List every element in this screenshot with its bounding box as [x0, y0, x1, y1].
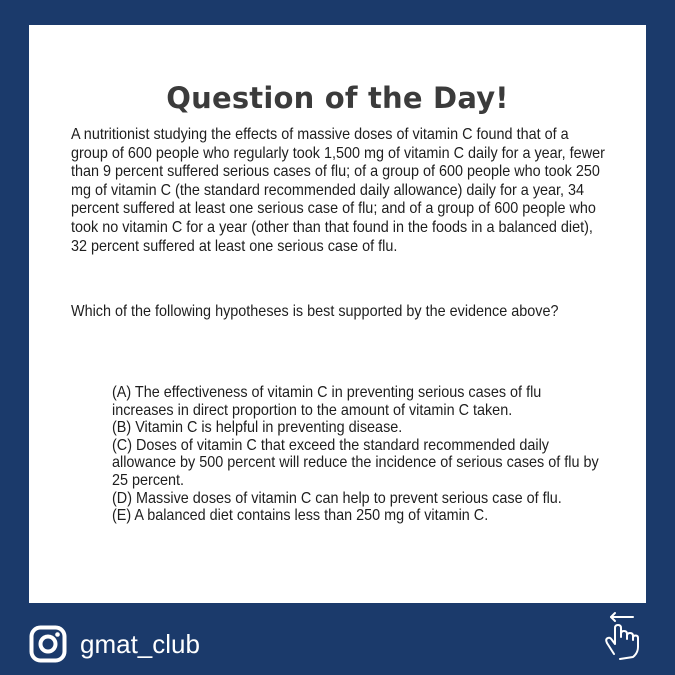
question-passage: A nutritionist studying the effects of massive doses of vitamin C found that of a group of 600 people who regularly took 1,500 mg of vitamin C daily for a year, fewer than 9 percent suffered serious cases of flu; of a group of 600 people who took 250 mg of vitamin C (the standard recommended daily allowance) daily for a year, 34 percent suffered at least one serious case of flu; and of a group of 600 people who took no vitamin C for a year (other than that found in the foods in a balanced diet), 32 percent suffered at least one serious case of flu. [71, 126, 605, 255]
choice-c[interactable]: (C) Doses of vitamin C that exceed the standard recommended daily allowance by 500 percent will reduce the incidence of serious cases of flu by 25 percent. [112, 436, 599, 489]
choice-a[interactable]: (A) The effectiveness of vitamin C in preventing serious cases of flu increases in direct proportion to the amount of vitamin C taken. [112, 384, 542, 419]
choice-e[interactable]: (E) A balanced diet contains less than 250 mg of vitamin C. [112, 507, 489, 525]
instagram-icon [29, 625, 67, 663]
answer-choices [112, 384, 605, 525]
social-handle[interactable] [29, 625, 200, 663]
choice-b[interactable]: (B) Vitamin C is helpful in preventing disease. [112, 419, 403, 437]
question-stem: Which of the following hypotheses is best supported by the evidence above? [71, 303, 559, 320]
question-card [29, 25, 646, 603]
swipe-hand-icon [600, 610, 645, 662]
page-title: Question of the Day! [166, 81, 509, 115]
handle-label: gmat_club [80, 628, 200, 659]
choice-d[interactable]: (D) Massive doses of vitamin C can help to prevent serious case of flu. [112, 489, 562, 507]
